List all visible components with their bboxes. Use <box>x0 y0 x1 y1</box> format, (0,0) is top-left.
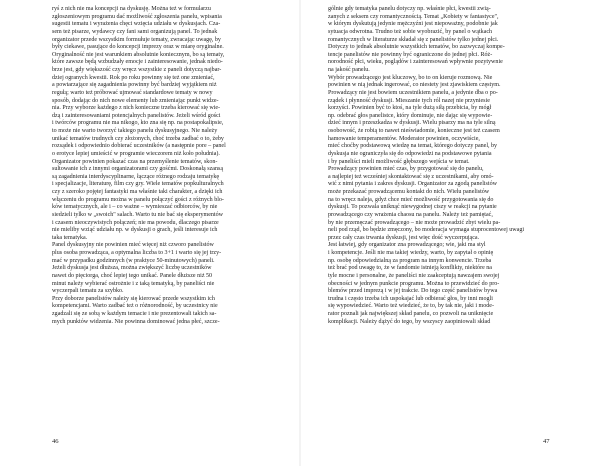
right-page <box>300 0 600 466</box>
left-page-number: 46 <box>52 438 59 445</box>
right-page-number: 47 <box>543 438 550 445</box>
right-page-text: gólnie gdy tematyka panelu dotyczy np. właśnie płci, kwestii zwią- zanych z seksem czy romantycznością. Temat „Kobiety w fantastyce", w którym dyskutują jedynie mężczyźni jest niepoważny, podobnie jak sytuacja odwrotna. Trudno też sobie wyobrazić, by panel o wątkach romantycznych w literaturze składał się z panelistów tylko jednej płci. Dotyczy to jednak absolutnie wszystkich tematów, bo zazwyczaj kompe- tencje panelistów nie powinny być ograniczone do jednej płci. Róż- norodność płci, wieku, poglądów i zainteresowań wpływnie pozytywnie na jakość panelu. Wybór prowadzącego jest kluczowy, bo to on kieruje rozmową. Nie powinien w nią jednak ingerować, co niestety jest zjawiskiem częstym. Prowadzący nie jest bowiem uczestnikiem panelu, a jedynie dba o po- rządek i płynność dyskusji. Mieszanie tych ról nazej nie przyniesie korzyści. Powinien być to ktoś, na tyle dużą siłą przebicia, by mógł np. odebrać głos panelistce, który dominuje, nie dając się wypowie- dzieć innym i przeszkadza w dyskusji. Wielu pisarzy ma na tyle silną osobowość, że robią to nawet nieświadomie, konieczne jest też czasem hamowanie temperamentów. Moderator powinien, oczywiście, mieć choćby podstawową wiedzę na temat, którego dotyczy panel, by dyskusja nie ograniczyła się do odpowiedzi na podstawowe pytania i by paneliści mieli możliwość głębszego wejścia w temat. Prowadzący powinien mieć czas, by przygotować się do panelu, a najlepiej też wcześniej skontaktować się z uczestnikami, aby omó- wić z nimi pytania i zakres dyskusji. Organizator za zgodą panelistów może przekazać prowadzącemu kontakt do nich. Wielu panelistów na to wręcz naleja, gdyż chce mieć możliwość przygotowania się do dyskusji. To pozwala uniknąć niewygodnej ciszy w reakcji na pytanie prowadzącego czy wrażenia chaosu na panelu. Należy też pamiętać, by nie przemęczać prowadzącego – nie może prowadzić zbyt wielu pa- neli pod rząd, bo będzie zmęczony, bo moderacja wymaga stuprocentowej uwagi przez cały czas trwania dyskusji, jest więc dość wyczerpująca. Jest łatwiej, gdy organizator zna prowadzącego; wie, jaki ma styl i kompetencje. Jeśli nie ma takiej wiedzy, warto, by zapytał o opinię np. osobę odpowiedzialną za program na innym konwencie. Trzeba też brać pod uwagę to, że w fandomie istnieją konflikty, niektóre na tyle mocne i personalne, że paneliści nie zaakceptują nawzajem swojej obecności w jednym punkcie programu. Można to przewidzieć do pro- blemów przed imprezą i w jej trakcie. Do tego część panelistów bywa trudna i często trzeba ich uspokajać lub odbierać głos, by inni mogli się wypowiedzieć. Warto też wiedzieć, że to, by tak nie, jaki i mode- rator poznali jak największej skład panelu, co pozwoli na uniknięcie komplikacji. Należy dążyć do tego, by wszyscy zaopiniowali skład <box>328 6 525 325</box>
left-page-text: ryś z nich nie ma koncepcji na dyskusję. Można też w formularzu zgłoszeniowym programu dać możliwość zgłoszenia panelu, wpisania sugestii tematu i wyrażenia chęci wzięcia udziału w dyskusjach. Cza- sem też pisarze, wydawcy czy fani sami organizują panel. To jednak organizator przede wszystkim formułuje tematy, zwracając uwagę, by były ciekawe, pasujące do koncepcji imprezy oraz w miarę oryginalne. Oryginalność nie jest warunkiem absolutnie koniecznym, bo są tematy, które zawsze będą wzbudzały emocje i zainteresowanie, jednak niedo- brze jest, gdy większość czy wręcz wszystkie z paneli dotyczą najbar- dziej ogranych kwestii. Rok po roku powinny się też one zmieniać, a powtarzające się zagadnienia powinny być bardziej wyjątkiem niż regułą; warto też próbować ujmować standardowe tematy w nowy sposób, dodając do nich nowe elementy lub zmieniając punkt widze- nia. Przy wyborze każdego z nich konieczne trzeba kierować się wie- dzą i zainteresowaniami potencjalnych panelistów. Jeżeli wśród gości i twórców programu nie ma nikogo, kto zna się np. na postapokalipsie, to może nie warto tworzyć takiego panelu dyskusyjnego. Nie należy unikać tematów trudnych czy złożonych, choć trzeba zadbać o to, żeby rozsądek i odpowiednio dobierać uczestników (a następnie pore – panel o erotyce lepiej umieścić w programie wieczorem niż koło południa). Organizator powinien pokazać czas na przemyślenie tematów, skon- sultowanie ich z innymi organizatorami czy gośćmi. Doskonałą szansą są zagadnienia interdyscyplinarne, łączące różnego rodzaju tematykę i specjalizacje, literaturę, film czy gry. Wiele tematów popkulturalnych czy z szeroko pojętej fantastyki ma właśnie taki charakter, a dzięki ich włączeniu do programu można w panelu połączyć gości z różnych blo- ków tematycznych, ale i – co ważne – wymieszać odbiorców, by nie siedzieli tylko w „swoich" salach. Warto tu nie bać się eksperymentów i czasem nieoczywistych połączeń; nie ma powodu, dlaczego pisarze nie mieliby wziąć udziału np. w dyskusji o grach, jeśli interesuje ich taka tematyka. Panel dyskusyjny nie powinien mieć więcej niż czworo panelistów plus osoba prowadząca, a optymalna liczba to 3+1 i warto się jej trzy- mać w przypadku godzinnych (w praktyce 50-minutowych) paneli. Jeżeli dyskusja jest dłuższa, można zwiększyć liczbę uczestników nawet do pięciorga, choć lepiej tego unikać. Panele dłuższe niż 50 minut należy wybierać ostrożnie i z taką tematyką, by paneliści nie wyczerpali tematu za szybko. Przy doborze panelistów należy się kierować przede wszystkim ich kompetencjami. Warto zadbać też o różnorodność, by uczestnicy nie zgadzali się ze sobą w każdym temacie i nie prezentowali takich sa- mych punktów widzenia. Nie powinna dominować jedna płeć, szcze- <box>52 6 226 325</box>
